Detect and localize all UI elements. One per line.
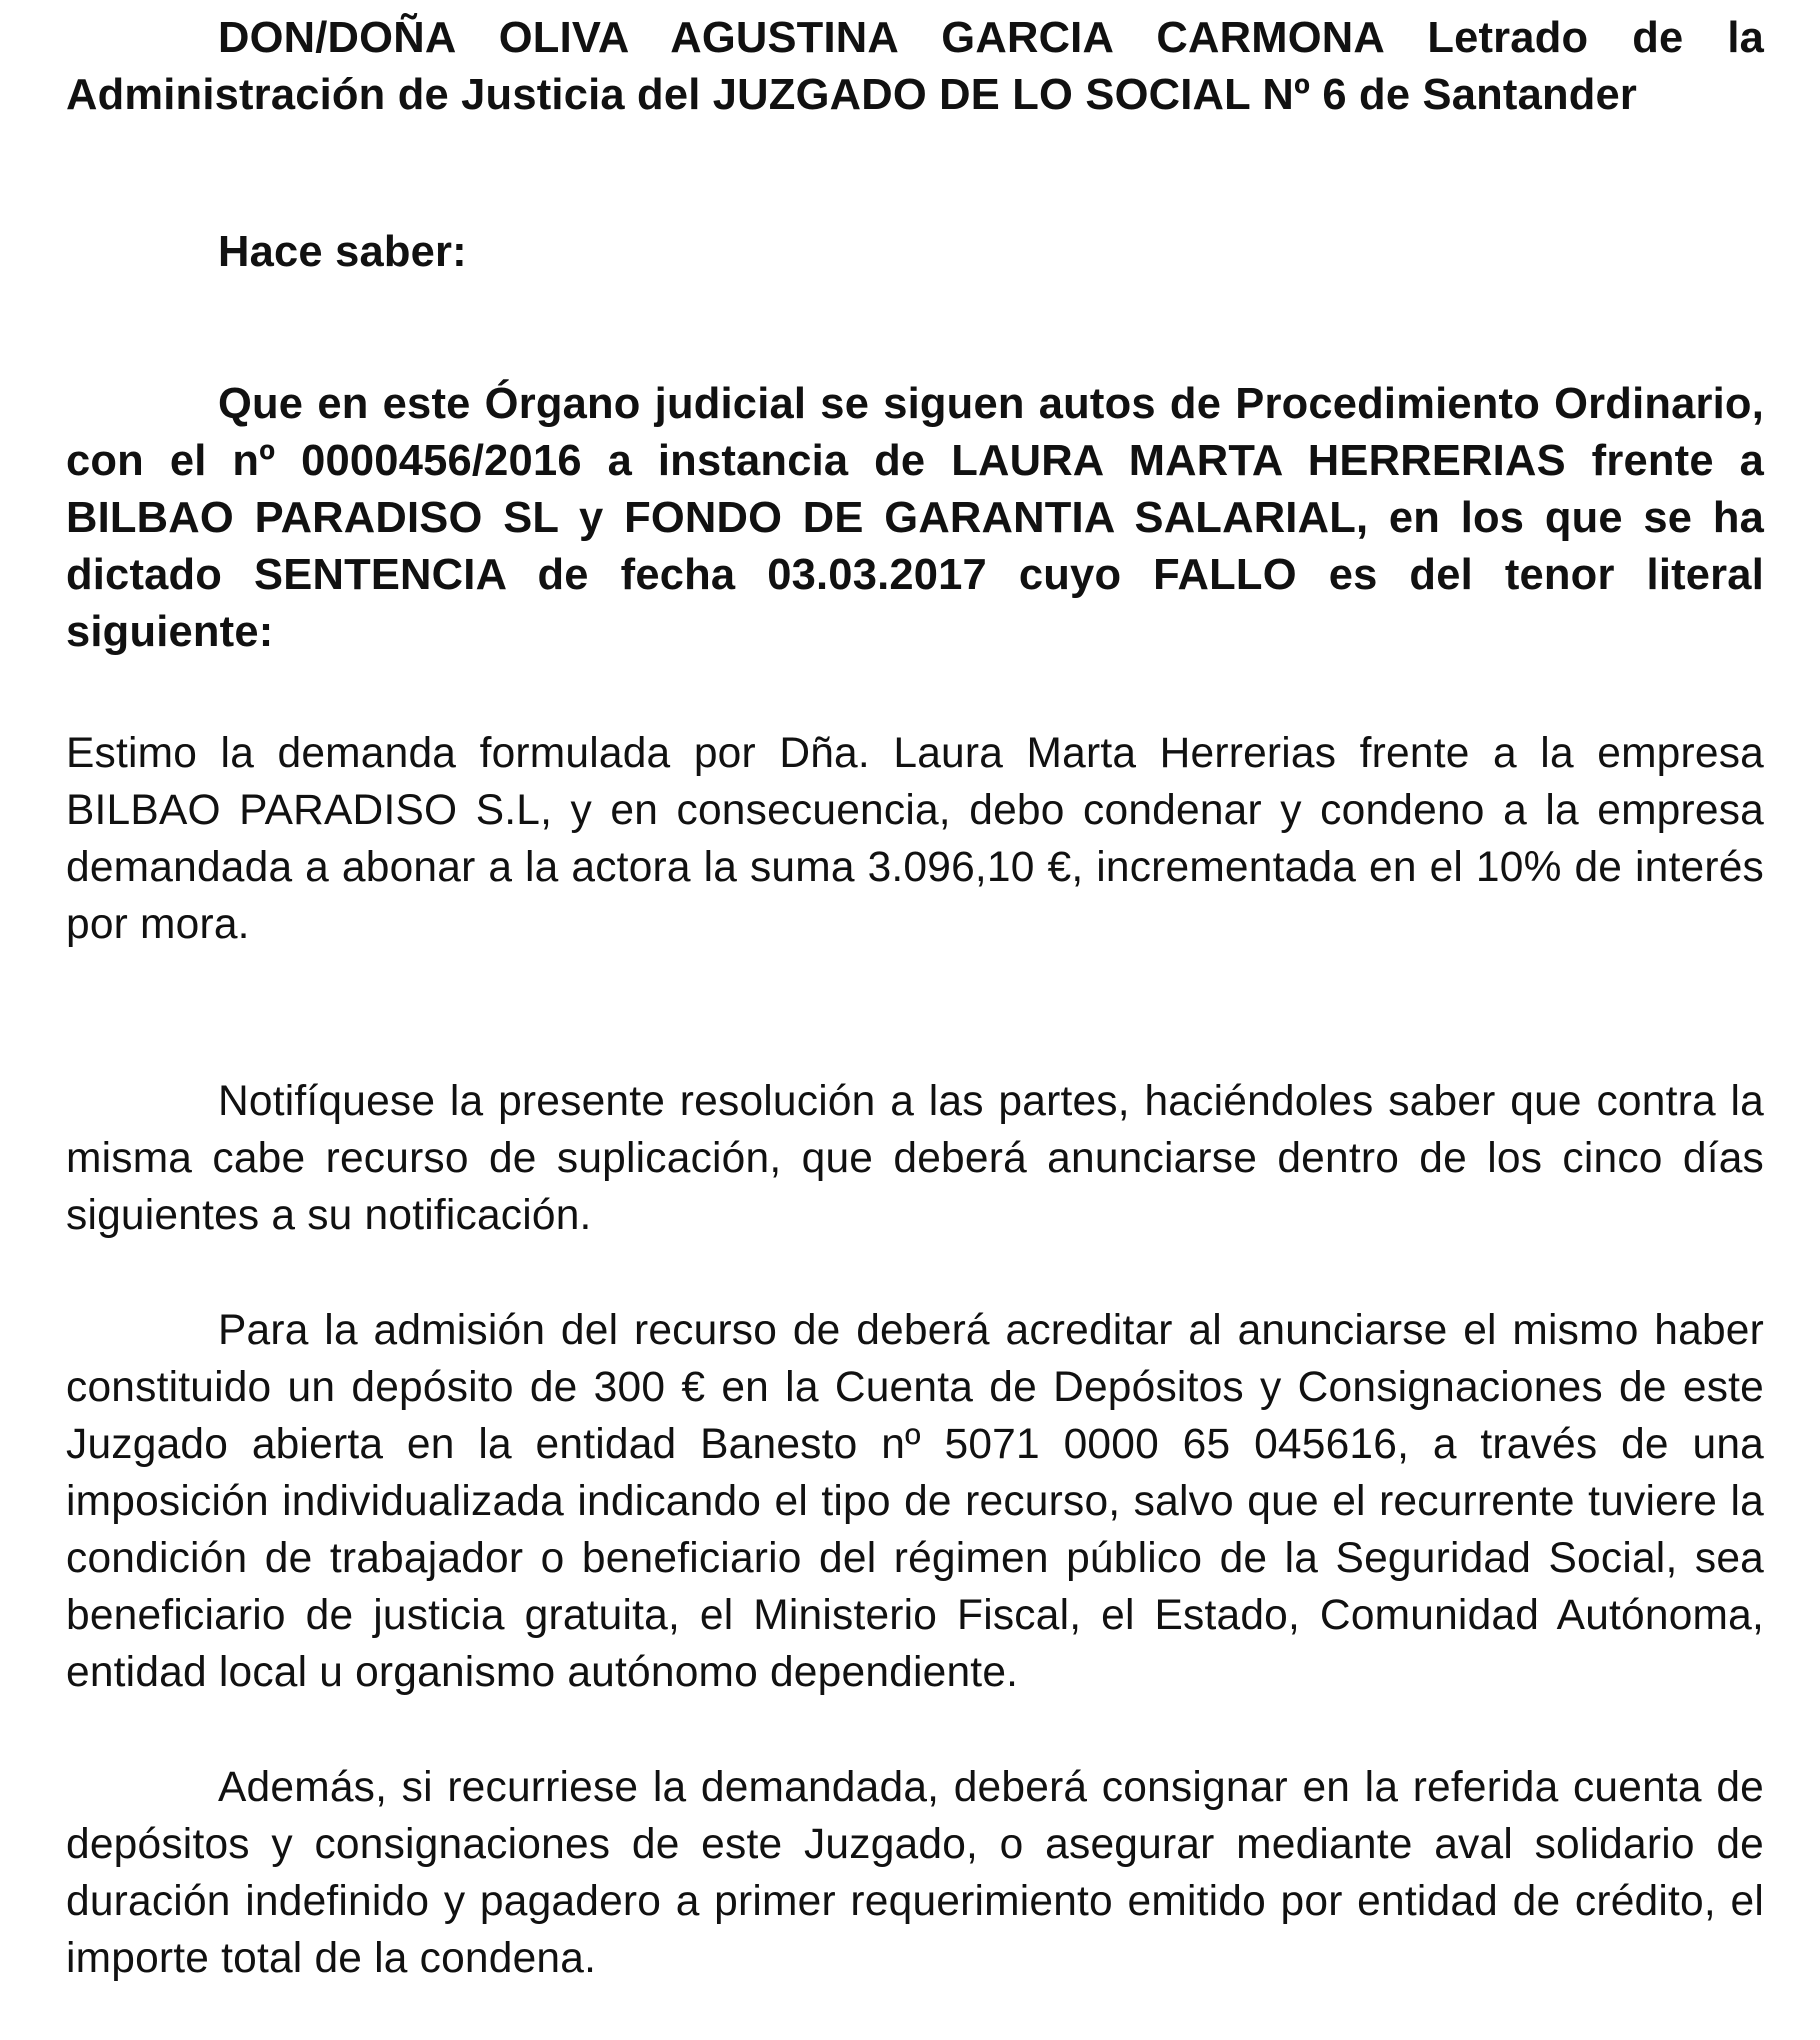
hace-saber-heading: Hace saber: [218,228,467,276]
appeal-deposit-paragraph: Para la admisión del recurso de deberá acreditar al anunciarse el mismo haber constituido un depósito de 300 € en la Cuenta de Depósitos y Consignaciones de este Juzgado abierta en la entidad Banesto nº 5071 0000 65 045616, a través de una imposición individualizada indicando el tipo de recurso, salvo que el recurrente tuviere la condición de trabajador o beneficiario del régimen público de la Seguridad Social, sea beneficiario de justicia gratuita, el Ministerio Fiscal, el Estado, Comunidad Autónoma, entidad local u organismo autónomo dependiente. [66,1307,1764,1696]
procedure-intro-paragraph: Que en este Órgano judicial se siguen autos de Procedimiento Ordinario, con el nº 0000456/2016 a instancia de LAURA MARTA HERRERIAS frente a BILBAO PARADISO SL y FONDO DE GARANTIA SALARIAL, en los que se ha dictado SENTENCIA de fecha 03.03.2017 cuyo FALLO es del tenor literal siguiente: [66,380,1764,656]
ruling-paragraph: Estimo la demanda formulada por Dña. Laura Marta Herrerias frente a la empresa BILBAO PARADISO S.L, y en consecuencia, debo condenar y condeno a la empresa demandada a abonar a la actora la suma 3.096,10 €, incrementada en el 10% de interés por mora. [66,730,1764,948]
consignment-paragraph: Además, si recurriese la demandada, deberá consignar en la referida cuenta de depósitos y consignaciones de este Juzgado, o asegurar mediante aval solidario de duración indefinido y pagadero a primer requerimiento emitido por entidad de crédito, el importe total de la condena. [66,1764,1764,1982]
document-page [66,10,1764,1987]
header-paragraph: DON/DOÑA OLIVA AGUSTINA GARCIA CARMONA Letrado de la Administración de Justicia del JUZGADO DE LO SOCIAL Nº 6 de Santander [66,14,1764,119]
notification-paragraph: Notifíquese la presente resolución a las partes, haciéndoles saber que contra la misma cabe recurso de suplicación, que deberá anunciarse dentro de los cinco días siguientes a su notificación. [66,1078,1764,1239]
